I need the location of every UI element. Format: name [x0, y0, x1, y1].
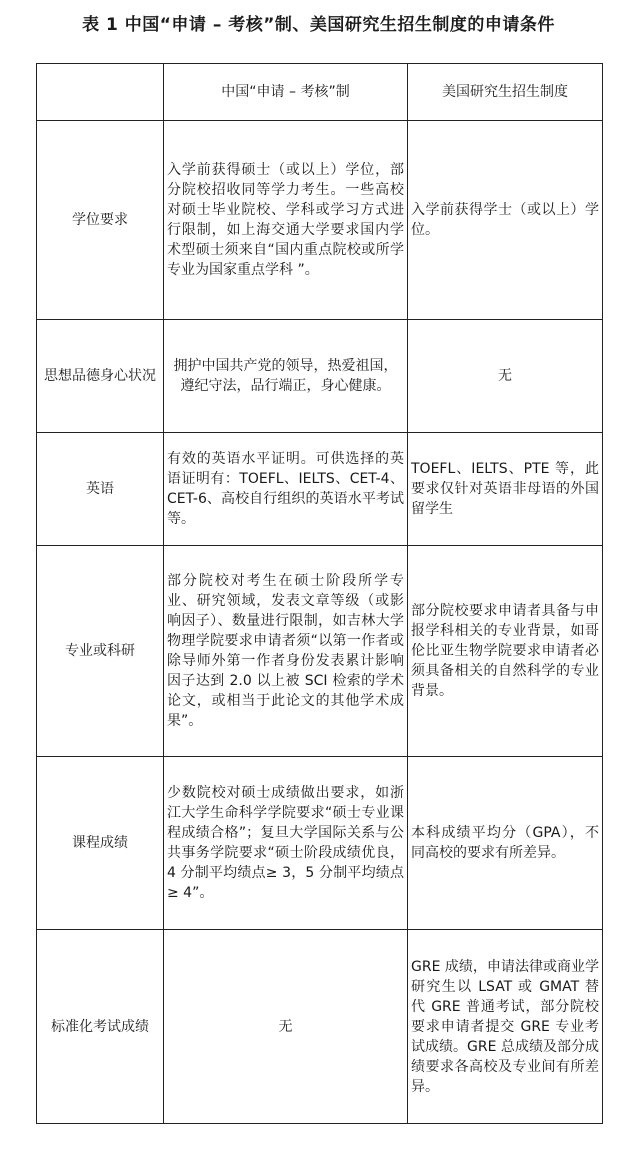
table-row	[37, 546, 603, 757]
usa-cell: 无	[408, 320, 603, 433]
row-label: 学位要求	[37, 121, 164, 320]
table-title: 表 1 中国“申请 – 考核”制、美国研究生招生制度的申请条件	[82, 15, 555, 35]
table-header-row	[37, 64, 603, 121]
row-label: 课程成绩	[37, 757, 164, 930]
table-row	[37, 121, 603, 320]
row-label: 英语	[37, 433, 164, 546]
row-label: 专业或科研	[37, 546, 164, 757]
usa-cell: GRE 成绩，申请法律或商业学研究生以 LSAT 或 GMAT 替代 GRE 普通考试，部分院校要求申请者提交 GRE 专业考试成绩。GRE 总成绩及部分成绩要求各高校及专业间有所差异。	[408, 930, 603, 1124]
header-china: 中国“申请 – 考核”制	[164, 64, 408, 121]
china-cell: 部分院校对考生在硕士阶段所学专业、研究领域，发表文章等级（或影响因子）、数量进行限制，如吉林大学物理学院要求申请者须“以第一作者或除导师外第一作者身份发表累计影响因子达到 2.0 以上被 SCI 检索的学术论文，或相当于此论文的其他学术成果”。	[164, 546, 408, 757]
usa-cell: 入学前获得学士（或以上）学位。	[408, 121, 603, 320]
china-cell: 少数院校对硕士成绩做出要求，如浙江大学生命科学学院要求“硕士专业课程成绩合格”；复旦大学国际关系与公共事务学院要求“硕士阶段成绩优良，4 分制平均绩点≥ 3，5 分制平均绩点≥ 4”。	[164, 757, 408, 930]
header-corner	[37, 64, 164, 121]
china-cell: 无	[164, 930, 408, 1124]
china-cell: 有效的英语水平证明。可供选择的英语证明有：TOEFL、IELTS、CET-4、CET-6、高校自行组织的英语水平考试等。	[164, 433, 408, 546]
row-label: 思想品德身心状况	[37, 320, 164, 433]
usa-cell: 本科成绩平均分（GPA），不同高校的要求有所差异。	[408, 757, 603, 930]
usa-cell: 部分院校要求申请者具备与申报学科相关的专业背景，如哥伦比亚生物学院要求申请者必须具备相关的自然科学的专业背景。	[408, 546, 603, 757]
table-row	[37, 433, 603, 546]
china-cell: 入学前获得硕士（或以上）学位，部分院校招收同等学力考生。一些高校对硕士毕业院校、学科或学习方式进行限制，如上海交通大学要求国内学术型硕士须来自“国内重点院校或所学专业为国家重点学科 ”。	[164, 121, 408, 320]
usa-cell: TOEFL、IELTS、PTE 等，此要求仅针对英语非母语的外国留学生	[408, 433, 603, 546]
comparison-table	[36, 63, 603, 1124]
row-label: 标准化考试成绩	[37, 930, 164, 1124]
header-usa: 美国研究生招生制度	[408, 64, 603, 121]
table-row	[37, 757, 603, 930]
china-cell: 拥护中国共产党的领导，热爱祖国，遵纪守法，品行端正，身心健康。	[164, 320, 408, 433]
table-row	[37, 320, 603, 433]
table-row	[37, 930, 603, 1124]
